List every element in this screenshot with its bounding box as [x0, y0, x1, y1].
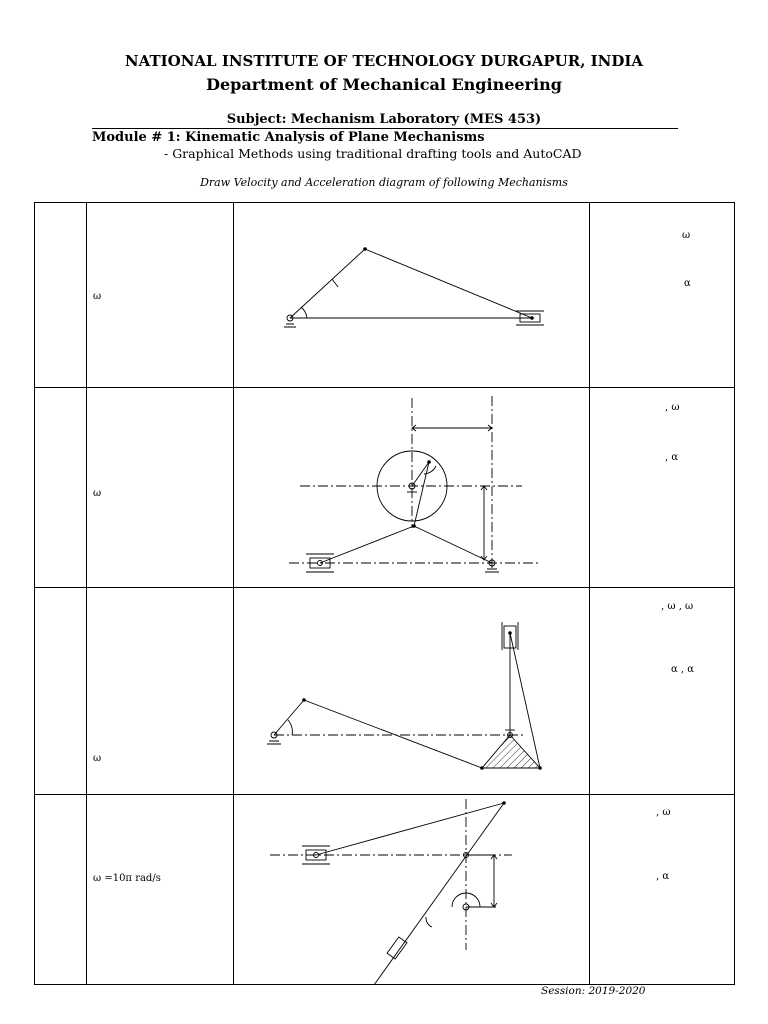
find-omega: ω: [682, 230, 691, 241]
find-cell: [590, 203, 735, 388]
table-row: [35, 588, 735, 795]
find-cell: [590, 388, 735, 588]
department-title: Department of Mechanical Engineering: [206, 75, 562, 94]
find-alpha: α , α: [671, 664, 695, 675]
six-link-diagram: [234, 588, 590, 795]
given-cell: [87, 795, 234, 985]
diagram-cell: [234, 588, 590, 795]
given-omega-value: ω =10π rad/s: [93, 873, 161, 884]
session-footer: Session: 2019-2020: [541, 985, 646, 997]
find-omega: , ω: [665, 402, 680, 413]
institute-title: NATIONAL INSTITUTE OF TECHNOLOGY DURGAPUR, INDIA: [124, 52, 644, 70]
table-row: [35, 795, 735, 985]
module-title: Module # 1: Kinematic Analysis of Plane Mechanisms: [92, 130, 485, 145]
row-number-cell: [35, 795, 87, 985]
row-number-cell: [35, 203, 87, 388]
find-alpha: , α: [665, 452, 679, 463]
given-cell: [87, 588, 234, 795]
subject-underline: [92, 128, 678, 129]
find-omega: , ω , ω: [661, 601, 694, 612]
table-row: [35, 203, 735, 388]
diagram-cell: [234, 795, 590, 985]
given-omega: ω: [93, 753, 102, 764]
instruction-line: Draw Velocity and Acceleration diagram of following Mechanisms: [200, 176, 568, 189]
table-row: [35, 388, 735, 588]
find-cell: [590, 588, 735, 795]
find-alpha: , α: [656, 871, 670, 882]
mechanisms-table: [34, 202, 735, 985]
given-omega: ω: [93, 291, 102, 302]
find-omega: , ω: [656, 807, 671, 818]
find-alpha: α: [684, 278, 691, 289]
row-number-cell: [35, 388, 87, 588]
find-cell: [590, 795, 735, 985]
slider-crank-diagram: [234, 203, 590, 388]
row-number-cell: [35, 588, 87, 795]
diagram-cell: [234, 388, 590, 588]
given-omega: ω: [93, 488, 102, 499]
methods-line: - Graphical Methods using traditional drafting tools and AutoCAD: [164, 146, 582, 161]
subject-title: Subject: Mechanism Laboratory (MES 453): [226, 112, 542, 127]
quick-return-diagram: [234, 795, 590, 985]
double-slider-diagram: [234, 388, 590, 588]
diagram-cell: [234, 203, 590, 388]
given-cell: [87, 388, 234, 588]
given-cell: [87, 203, 234, 388]
